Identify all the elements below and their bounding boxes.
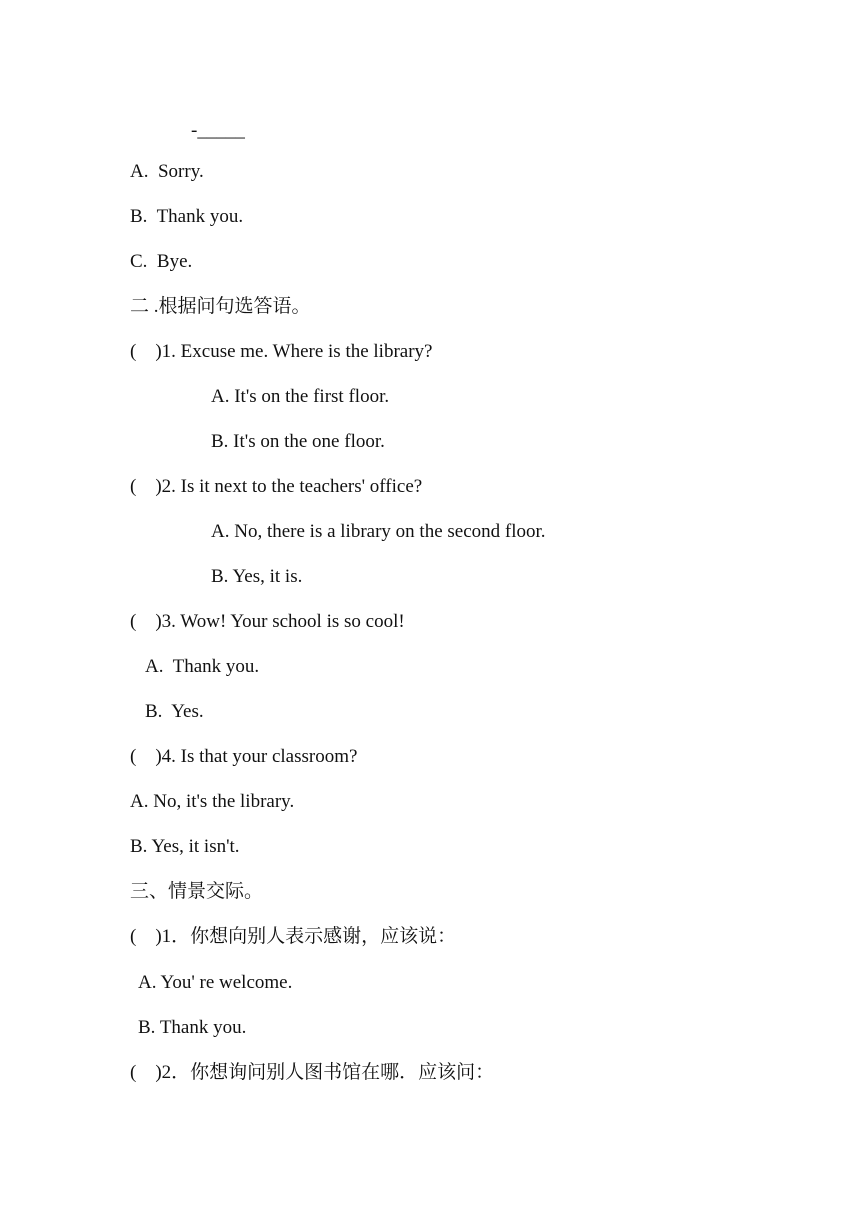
section-heading-2: 二 .根据问句选答语。 [130, 296, 311, 317]
option-a: A. Sorry. [130, 161, 204, 182]
option-b: B. Thank you. [130, 206, 244, 227]
q4-option-b: B. Yes, it isn't. [130, 836, 240, 857]
s1-option-a: A. You' re welcome. [138, 972, 293, 993]
q2-option-b: B. Yes, it is. [211, 566, 303, 587]
q1-option-b: B. It's on the one floor. [211, 431, 385, 452]
question-4: ( )4. Is that your classroom? [130, 746, 358, 767]
section-heading-3: 三、情景交际。 [130, 881, 264, 902]
scenario-question-2: ( )2．你想询问别人图书馆在哪．应该问： [130, 1062, 495, 1083]
q3-option-a: A. Thank you. [145, 656, 260, 677]
q2-option-a: A. No, there is a library on the second floor. [211, 521, 546, 542]
q4-option-a: A. No, it's the library. [130, 791, 295, 812]
scenario-question-1: ( )1．你想向别人表示感谢，应该说： [130, 926, 457, 947]
q1-option-a: A. It's on the first floor. [211, 386, 390, 407]
question-3: ( )3. Wow! Your school is so cool! [130, 611, 405, 632]
question-1: ( )1. Excuse me. Where is the library? [130, 341, 433, 362]
answer-blank: -_____ [191, 120, 245, 141]
q3-option-b: B. Yes. [145, 701, 204, 722]
question-2: ( )2. Is it next to the teachers' office? [130, 476, 423, 497]
s1-option-b: B. Thank you. [138, 1017, 247, 1038]
option-c: C. Bye. [130, 251, 193, 272]
